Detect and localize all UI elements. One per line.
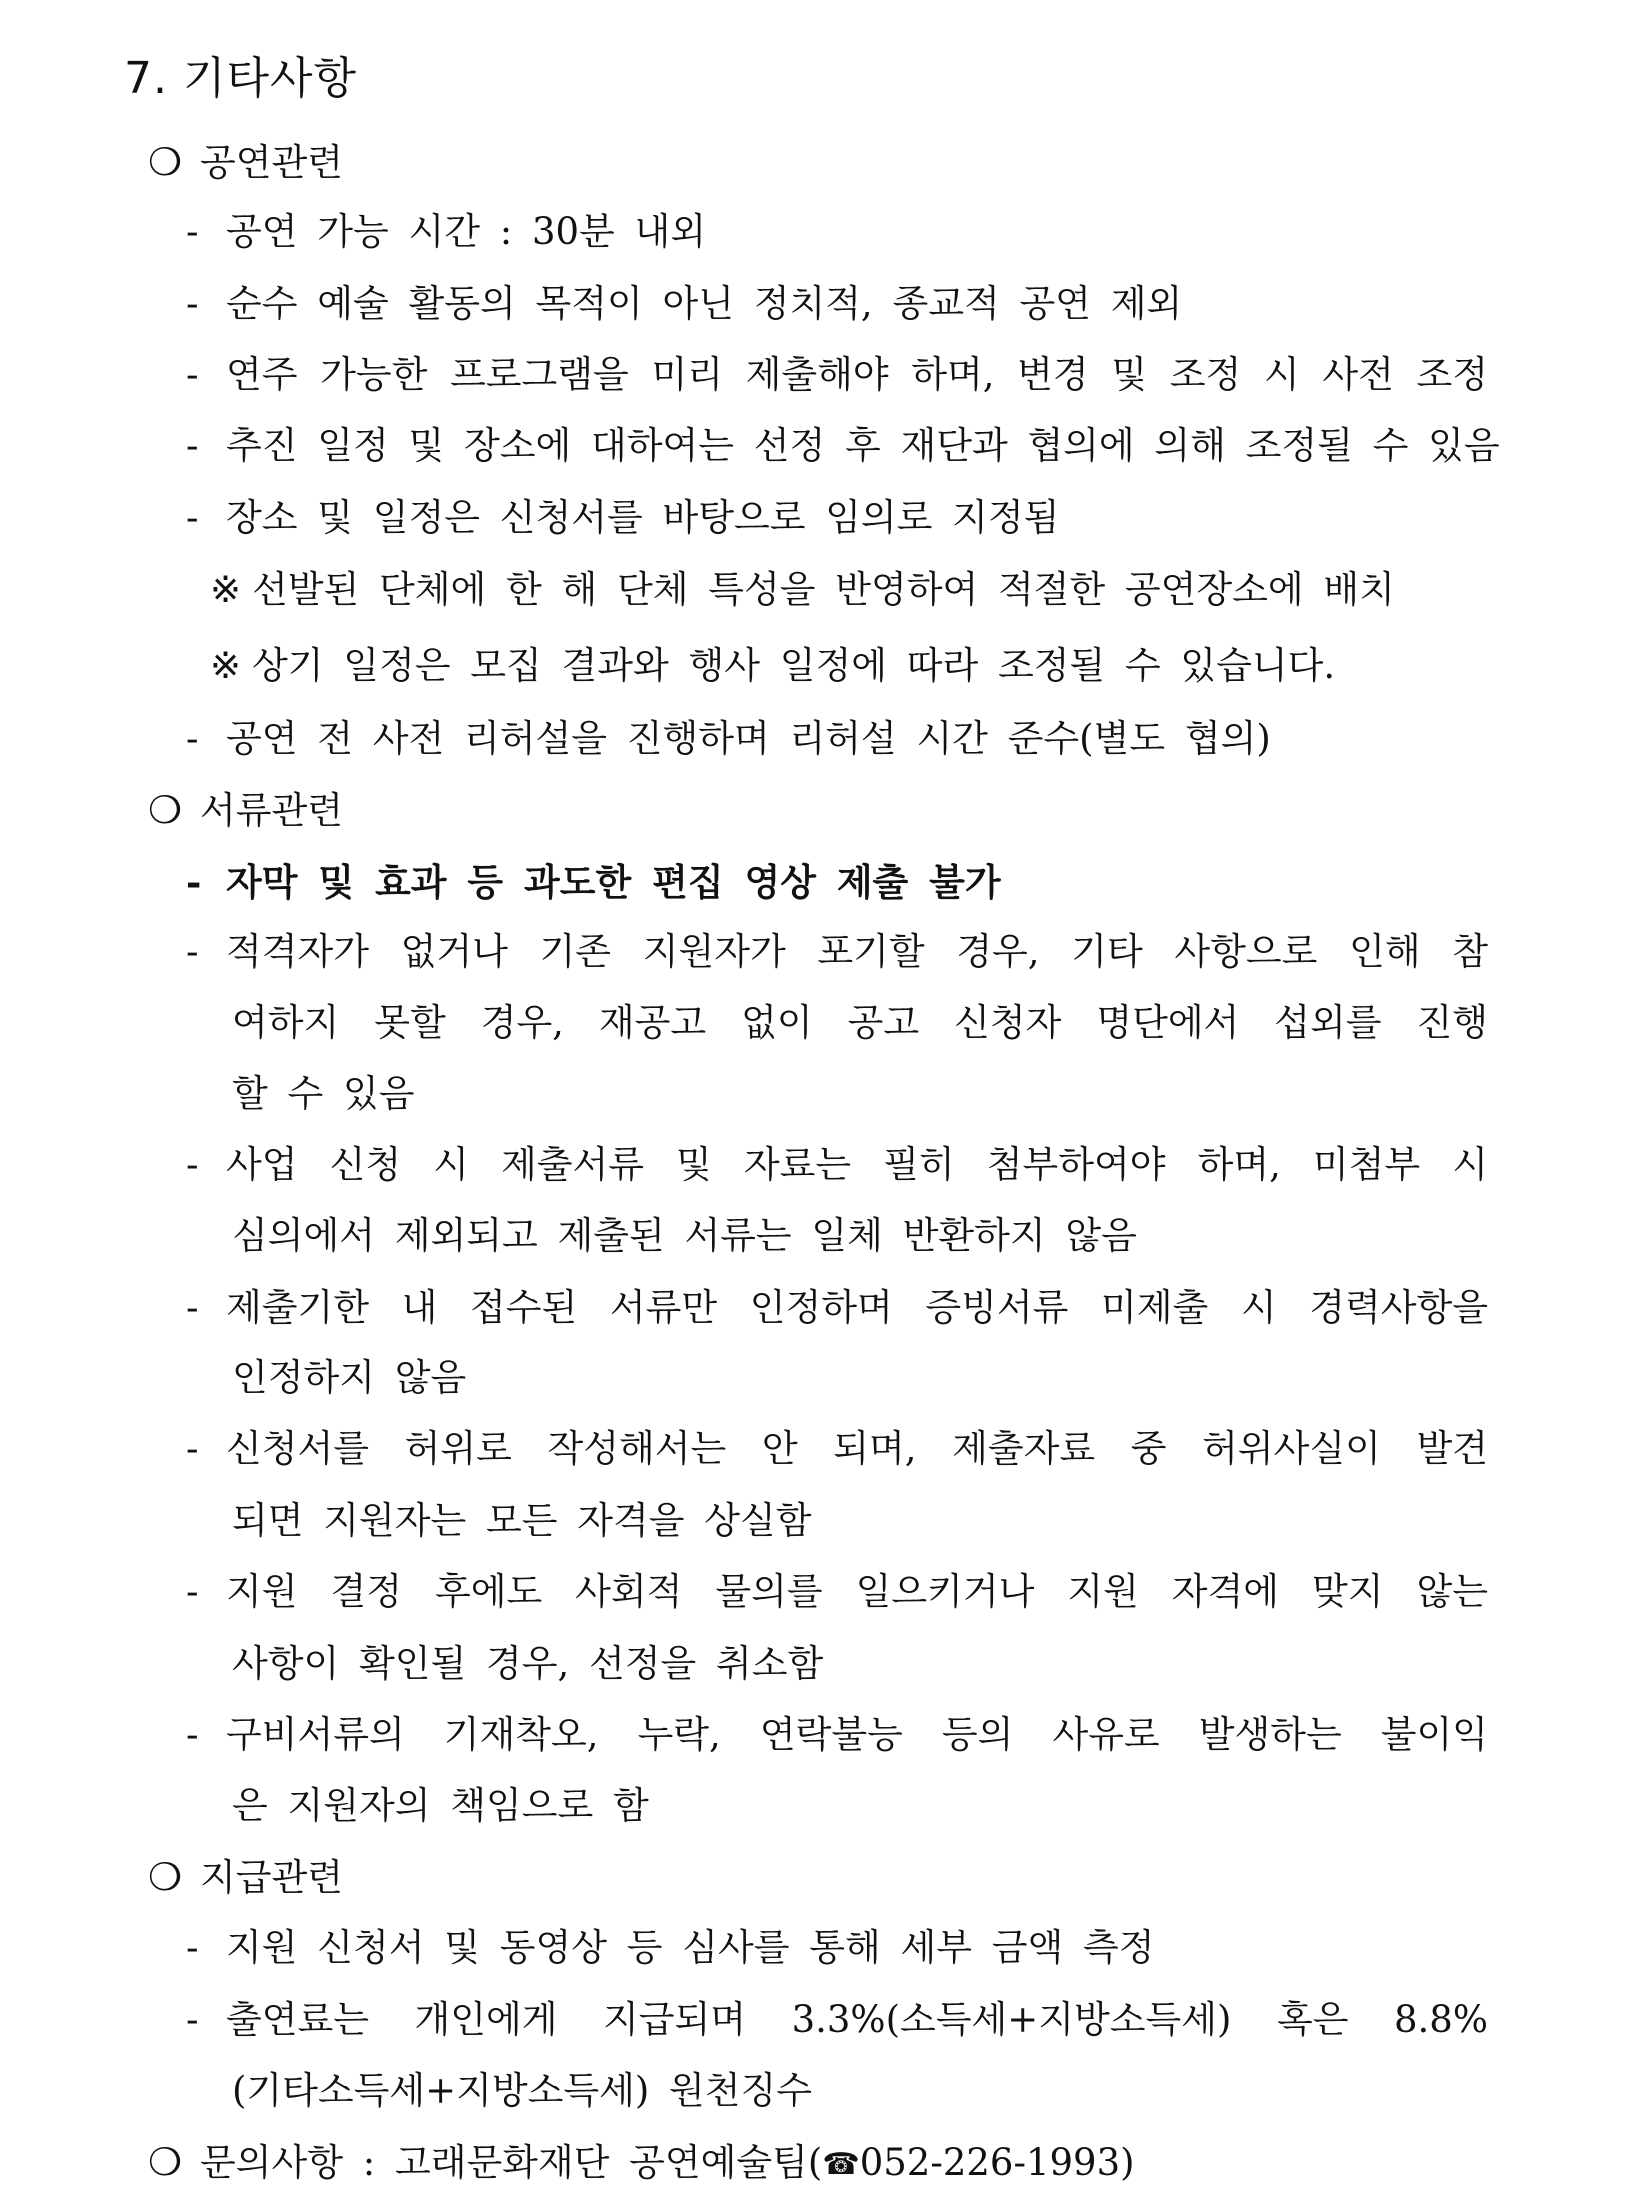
item-text: 지원 신청서 및 동영상 등 심사를 통해 세부 금액 측정 bbox=[226, 1926, 1155, 1969]
dash-bullet: - bbox=[186, 1143, 199, 1186]
list-item bbox=[186, 1711, 1488, 1759]
circle-bullet-icon: ❍ bbox=[148, 788, 183, 832]
list-item-continuation: 사항이 확인될 경우, 선정을 취소함 bbox=[232, 1642, 824, 1685]
list-item bbox=[186, 208, 1488, 256]
dash-bullet: - bbox=[186, 282, 199, 325]
list-item bbox=[186, 1924, 1488, 1972]
list-item-continuation: 여하지 못할 경우, 재공고 없이 공고 신청자 명단에서 섭외를 진행 bbox=[232, 1001, 1488, 1044]
list-item-continuation: 할 수 있음 bbox=[232, 1072, 415, 1115]
list-item bbox=[186, 494, 1488, 542]
item-text: 자막 및 효과 등 과도한 편집 영상 제출 불가 bbox=[226, 860, 1001, 904]
section-title: 서류관련 bbox=[200, 789, 343, 832]
list-item bbox=[186, 1568, 1488, 1616]
item-text: 제출기한 내 접수된 서류만 인정하며 증빙서류 미제출 시 경력사항을 bbox=[226, 1286, 1488, 1329]
list-item-continuation: 인정하지 않음 bbox=[232, 1356, 467, 1399]
list-item bbox=[186, 1996, 1488, 2044]
item-text: 추진 일정 및 장소에 대하여는 선정 후 재단과 협의에 의해 조정될 수 있음 bbox=[226, 424, 1500, 467]
circle-bullet-icon: ❍ bbox=[148, 1855, 183, 1899]
item-text: 연주 가능한 프로그램을 미리 제출해야 하며, 변경 및 조정 시 사전 조정 bbox=[226, 353, 1488, 396]
list-item bbox=[186, 422, 1500, 470]
phone-icon: ☎ bbox=[822, 2147, 860, 2182]
dash-bullet: - bbox=[186, 496, 199, 539]
list-item bbox=[186, 928, 1488, 976]
circle-bullet-icon: ❍ bbox=[148, 140, 183, 184]
dash-bullet: - bbox=[186, 1998, 199, 2041]
list-item bbox=[186, 1425, 1488, 1473]
item-text: 구비서류의 기재착오, 누락, 연락불능 등의 사유로 발생하는 불이익 bbox=[226, 1713, 1488, 1756]
item-text: 신청서를 허위로 작성해서는 안 되며, 제출자료 중 허위사실이 발견 bbox=[226, 1427, 1488, 1470]
dash-bullet: - bbox=[186, 210, 199, 253]
dash-bullet: - bbox=[186, 717, 199, 760]
list-item-continuation: 심의에서 제외되고 제출된 서류는 일체 반환하지 않음 bbox=[232, 1214, 1137, 1257]
section-documents bbox=[148, 786, 343, 835]
item-text: 사업 신청 시 제출서류 및 자료는 필히 첨부하여야 하며, 미첨부 시 bbox=[226, 1143, 1488, 1186]
circle-bullet-icon: ❍ bbox=[148, 2140, 183, 2184]
list-item bbox=[186, 1284, 1488, 1332]
dash-bullet: - bbox=[186, 860, 202, 904]
reference-mark-icon: ※ bbox=[210, 644, 242, 687]
list-item bbox=[186, 1141, 1488, 1189]
section-payment bbox=[148, 1853, 343, 1902]
dash-bullet: - bbox=[186, 1427, 199, 1470]
dash-bullet: - bbox=[186, 1286, 199, 1329]
inquiry-label: 문의사항 : 고래문화재단 공연예술팀( bbox=[200, 2141, 823, 2184]
list-item-continuation: 은 지원자의 책임으로 함 bbox=[232, 1784, 649, 1827]
phone-number: 052-226-1993) bbox=[859, 2141, 1135, 2184]
dash-bullet: - bbox=[186, 1570, 199, 1613]
note-item bbox=[210, 642, 1335, 690]
item-text: 출연료는 개인에게 지급되며 3.3%(소득세+지방소득세) 혹은 8.8% bbox=[226, 1998, 1488, 2041]
list-item bbox=[186, 351, 1488, 399]
list-item-continuation: 되면 지원자는 모든 자격을 상실함 bbox=[232, 1499, 812, 1542]
reference-mark-icon: ※ bbox=[210, 568, 242, 611]
note-text: 선발된 단체에 한 해 단체 특성을 반영하여 적절한 공연장소에 배치 bbox=[252, 568, 1395, 611]
dash-bullet: - bbox=[186, 424, 199, 467]
item-text: 공연 전 사전 리허설을 진행하며 리허설 시간 준수(별도 협의) bbox=[226, 717, 1271, 760]
item-text: 지원 결정 후에도 사회적 물의를 일으키거나 지원 자격에 맞지 않는 bbox=[226, 1570, 1488, 1613]
dash-bullet: - bbox=[186, 930, 199, 973]
item-text: 순수 예술 활동의 목적이 아닌 정치적, 종교적 공연 제외 bbox=[226, 282, 1183, 325]
list-item bbox=[186, 715, 1488, 763]
section-title: 공연관련 bbox=[200, 141, 343, 184]
list-item-continuation: (기타소득세+지방소득세) 원천징수 bbox=[232, 2069, 813, 2112]
item-text: 공연 가능 시간 : 30분 내외 bbox=[226, 210, 707, 253]
section-inquiry bbox=[148, 2138, 1135, 2189]
section-title: 지급관련 bbox=[200, 1856, 343, 1899]
dash-bullet: - bbox=[186, 353, 199, 396]
dash-bullet: - bbox=[186, 1713, 199, 1756]
item-text: 장소 및 일정은 신청서를 바탕으로 임의로 지정됨 bbox=[226, 496, 1060, 539]
note-item bbox=[210, 566, 1395, 614]
dash-bullet: - bbox=[186, 1926, 199, 1969]
item-text: 적격자가 없거나 기존 지원자가 포기할 경우, 기타 사항으로 인해 참 bbox=[226, 930, 1488, 973]
section-heading: 7. 기타사항 bbox=[124, 53, 357, 104]
section-performance bbox=[148, 138, 343, 187]
list-item-emphasized bbox=[186, 858, 1488, 906]
note-text: 상기 일정은 모집 결과와 행사 일정에 따라 조정될 수 있습니다. bbox=[252, 644, 1336, 687]
list-item bbox=[186, 280, 1488, 328]
